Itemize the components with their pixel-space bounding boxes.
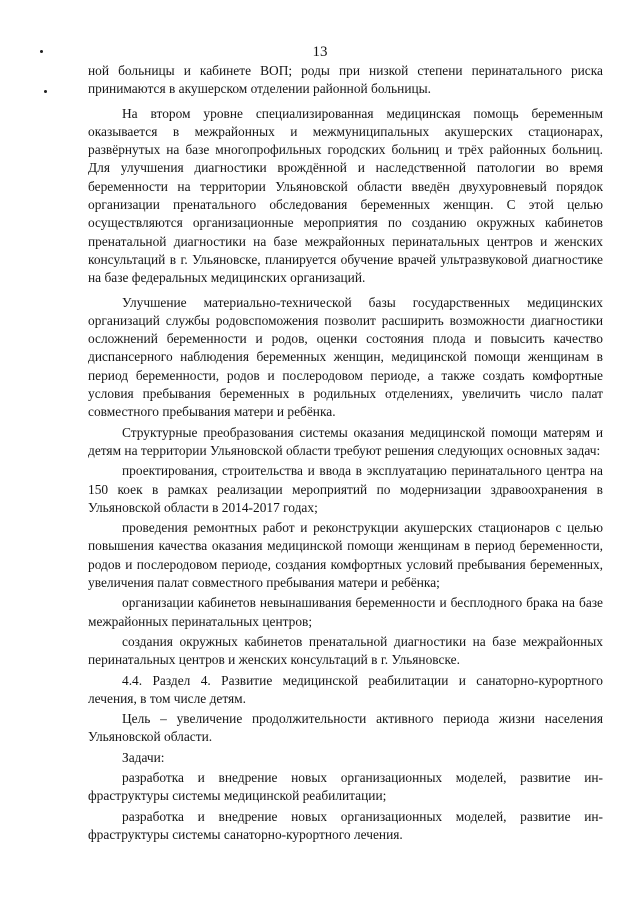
page-number: 13: [312, 44, 328, 60]
list-item-repair-works: проведения ремонтных работ и реконструкции акушерских стационаров с целью повышения качества оказания медицинской помощи женщинам в период беременности, родов и послеродовом периоде, создания комфортных условий пребывания беременных, увеличения палат совместного пребывания матери и ребёнка;: [88, 520, 603, 591]
paragraph-second-level-care: На втором уровне специализированная медицинская помощь беременным оказывается в межрайонных и межмуниципальных акушерских стационарах, развёрнутых на базе многопрофильных городских больниц и трёх районных больниц. Для улучшения диагностики врождённой и наследственной патологии во время беременности на территории Ульяновской области введён двухуровневый порядок организации пренатального обследования беременных женщин. С этой целью осуществляются организационные мероприятия по созданию окружных кабинетов пренатальной диагностики на базе межрайонных перинатальных центров и женских консультаций в г. Ульяновске, планируется обучение врачей ультразвуковой диагностике на базе федеральных медицинских организаций.: [88, 105, 603, 286]
section-heading: 4.4. Раздел 4. Развитие медицинской реабилитации и санаторно-курортного лечения, в том числе детям.: [88, 672, 603, 706]
list-item-miscarriage-rooms: организации кабинетов невынашивания беременности и бесплодного брака на базе межрайонных перинатальных центров;: [88, 595, 603, 629]
paragraph-continuation: ной больницы и кабинете ВОП; роды при низкой степени перинатального риска принимаются в акушерском отделении районной больницы.: [88, 63, 603, 97]
paragraph-material-base: Улучшение материально-технической базы государственных медицинских организаций службы родовспоможения позволит расширить возможности диагностики осложнений беременности и родов, оценки состояния плода и повысить качество диспансерного наблюдения беременных женщин, медицинской помощи женщинам в период беременности, родов и послеродовом периоде, а также создать комфортные условия пребывания беременных в родильных отделениях, увеличить число палат совместного пребывания матери и ребёнка.: [88, 294, 603, 420]
list-item-prenatal-rooms: создания окружных кабинетов пренатальной диагностики на базе межрайонных перинатальных центров и женских консультаций в г. Ульяновске.: [88, 633, 603, 668]
list-item-sanatorium: разработка и внедрение новых организационных моделей, развитие инфраструктуры системы санаторно-курортного лечения.: [88, 808, 603, 842]
document-body: [88, 62, 603, 844]
list-item-rehabilitation: разработка и внедрение новых организационных моделей, развитие инфраструктуры системы медицинской реабилитации;: [88, 769, 603, 804]
list-item-perinatal-center: проектирования, строительства и ввода в эксплуатацию перинатального центра на 150 коек в рамках реализации мероприятий по модернизации здравоохранения в Ульяновской области в 2014-2017 годах;: [88, 463, 603, 515]
paragraph-goal: Цель – увеличение продолжительности активного периода жизни населения Ульяновской области.: [88, 711, 603, 745]
margin-mark: [44, 90, 47, 93]
paragraph-tasks-label: Задачи:: [122, 749, 165, 765]
paragraph-structural-changes: Структурные преобразования системы оказания медицинской помощи матерям и детям на территории Ульяновской области требуют решения следующих основных задач:: [88, 424, 603, 458]
